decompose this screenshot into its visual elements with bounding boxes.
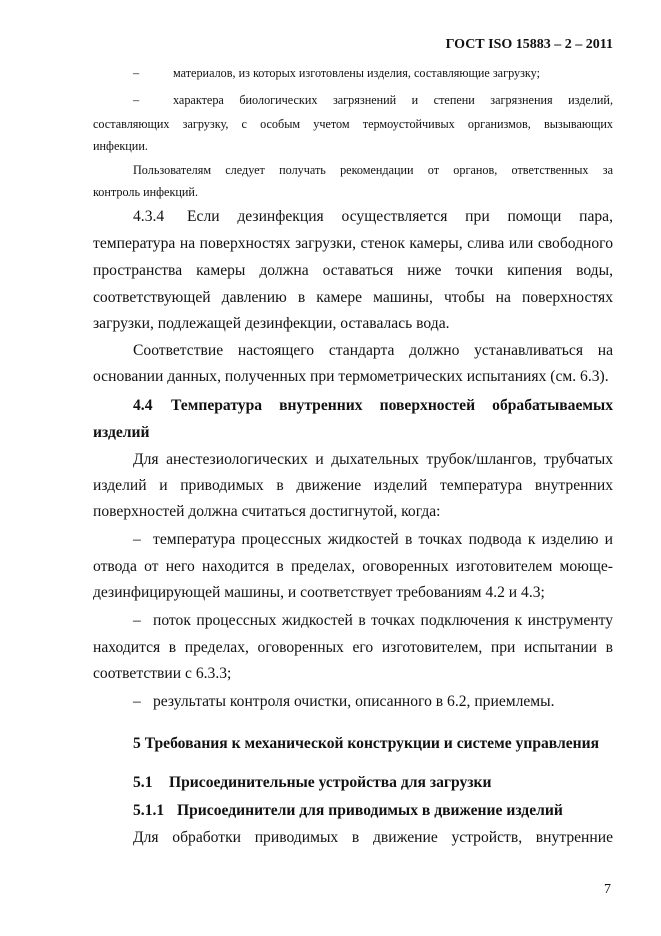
list-item-text: поток процессных жидкостей в точках подключения к инструменту	[153, 612, 613, 629]
heading-text: Присоединительные устройства для загрузки	[169, 774, 492, 791]
document-header: ГОСТ ISO 15883 – 2 – 2011	[445, 37, 613, 52]
text-line: изделий и приводимых в движение изделий температура внутренних	[93, 477, 613, 494]
heading-number: 5.1.1	[133, 802, 165, 819]
clause-text: Если дезинфекция осуществляется при помощи пара,	[187, 208, 613, 225]
text-line: температура на поверхностях загрузки, стенок камеры, слива или свободного	[93, 235, 613, 252]
list-item	[133, 531, 613, 549]
list-item-text: характера биологических загрязнений и степени загрязнения изделий,	[173, 93, 613, 107]
subsection-heading	[133, 774, 613, 792]
section-heading-cont: изделий	[93, 424, 150, 441]
list-dash: –	[133, 693, 141, 710]
section-heading	[133, 397, 613, 415]
text-line: контроль инфекций.	[93, 185, 198, 199]
text-line: соответствующей давлению в камере машины, чтобы на поверхностях	[93, 289, 613, 306]
list-dash: –	[133, 93, 140, 107]
list-item	[133, 612, 613, 630]
text-line: отвода от него находится в пределах, оговоренных изготовителем моюще-	[93, 558, 613, 575]
text-line: загрузки, подлежащей дезинфекции, оставалась вода.	[93, 315, 450, 332]
paragraph-line: Пользователям следует получать рекомендации от органов, ответственных за	[133, 163, 613, 177]
paragraph-line: Для обработки приводимых в движение устройств, внутренние	[133, 829, 613, 846]
text-line: пространства камеры должна оставаться ниже точки кипения воды,	[93, 262, 613, 279]
list-dash: –	[133, 531, 141, 548]
clause-number: 4.3.4	[133, 208, 165, 225]
text-line: дезинфицирующей машины, и соответствует требованиям 4.2 и 4.3;	[93, 584, 545, 601]
text-line: основании данных, полученных при термометрических испытаниях (см. 6.3).	[93, 368, 609, 385]
text-line: инфекции.	[93, 139, 148, 153]
paragraph-line: Соответствие настоящего стандарта должно устанавливаться на	[133, 342, 613, 359]
paragraph-line: Для анестезиологических и дыхательных трубок/шлангов, трубчатых	[133, 451, 613, 468]
text-line: составляющих загрузку, с особым учетом термоустойчивых организмов, вызывающих	[93, 117, 613, 131]
list-item-text: результаты контроля очистки, описанного в 6.2, приемлемы.	[153, 693, 555, 710]
heading-number: 5.1	[133, 774, 153, 791]
subsection-heading	[133, 802, 613, 820]
page-number: 7	[604, 882, 611, 897]
list-dash: –	[133, 612, 141, 629]
heading-text: Присоединители для приводимых в движение изделий	[177, 802, 563, 819]
text-line: поверхностей должна считаться достигнутой, когда:	[93, 503, 441, 520]
text-line: находится в пределах, оговоренных его изготовителем, при испытании в	[93, 639, 613, 656]
paragraph-line	[133, 208, 613, 226]
list-item-text: материалов, из которых изготовлены изделия, составляющие загрузку;	[173, 66, 540, 80]
text-line: соответствии с 6.3.3;	[93, 665, 232, 682]
list-item	[133, 693, 613, 711]
list-item-text: температура процессных жидкостей в точках подвода к изделию и	[153, 531, 613, 548]
heading-number: 4.4	[133, 397, 153, 414]
section-heading: 5 Требования к механической конструкции и системе управления	[133, 735, 600, 752]
list-dash: –	[133, 66, 140, 80]
heading-text: Температура внутренних поверхностей обрабатываемых	[171, 397, 613, 414]
